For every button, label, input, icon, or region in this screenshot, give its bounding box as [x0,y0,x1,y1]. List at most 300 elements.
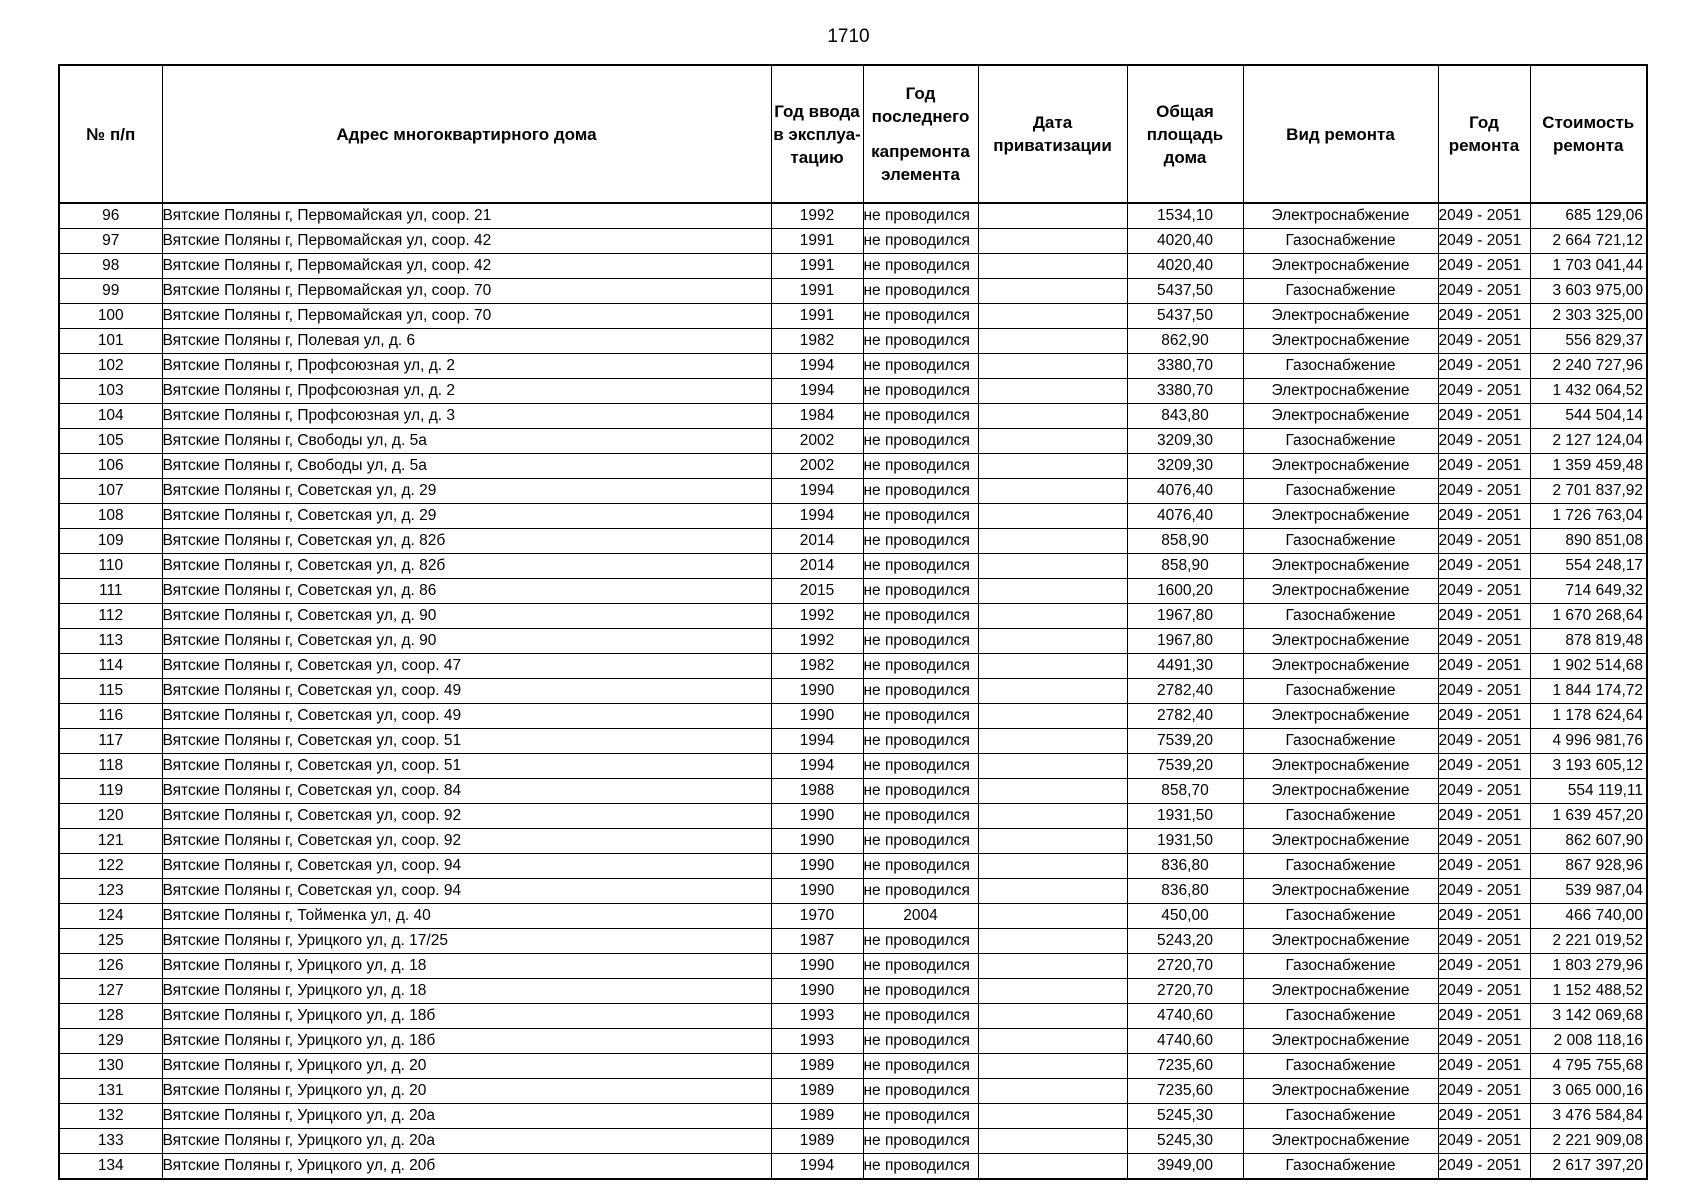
cell-repair-type: Газоснабжение [1243,954,1438,979]
cell-repair-period: 2049 - 2051 [1438,329,1530,354]
cell-repair-type: Газоснабжение [1243,479,1438,504]
table-row [59,504,1647,529]
cell-address: Вятские Поляны г, Советская ул, соор. 94 [162,854,771,879]
cell-repair-type: Электроснабжение [1243,1029,1438,1054]
cell-num: 115 [59,679,162,704]
cell-year-commission: 2014 [771,554,863,579]
cell-area: 7539,20 [1127,729,1243,754]
cell-area: 1931,50 [1127,829,1243,854]
table-row [59,1054,1647,1079]
cell-privatization [978,554,1127,579]
cell-last-repair: не проводился [863,854,978,879]
cell-address: Вятские Поляны г, Советская ул, соор. 51 [162,754,771,779]
cell-num: 122 [59,854,162,879]
cell-num: 128 [59,1004,162,1029]
table-row [59,654,1647,679]
cell-address: Вятские Поляны г, Урицкого ул, д. 18 [162,954,771,979]
cell-num: 116 [59,704,162,729]
cell-address: Вятские Поляны г, Советская ул, д. 90 [162,604,771,629]
cell-year-commission: 1982 [771,654,863,679]
cell-year-commission: 1994 [771,729,863,754]
cell-year-commission: 1989 [771,1054,863,1079]
cell-repair-type: Электроснабжение [1243,754,1438,779]
cell-repair-period: 2049 - 2051 [1438,954,1530,979]
cell-address: Вятские Поляны г, Советская ул, соор. 92 [162,829,771,854]
cell-privatization [978,454,1127,479]
cell-year-commission: 1992 [771,604,863,629]
cell-address: Вятские Поляны г, Урицкого ул, д. 20а [162,1104,771,1129]
cell-area: 2782,40 [1127,679,1243,704]
cell-address: Вятские Поляны г, Профсоюзная ул, д. 2 [162,354,771,379]
table-row [59,979,1647,1004]
table-row [59,379,1647,404]
table-row [59,203,1647,229]
cell-last-repair: не проводился [863,1054,978,1079]
cell-last-repair: не проводился [863,604,978,629]
cell-privatization [978,904,1127,929]
cell-address: Вятские Поляны г, Советская ул, соор. 49 [162,704,771,729]
cell-area: 3380,70 [1127,379,1243,404]
cell-repair-period: 2049 - 2051 [1438,254,1530,279]
cell-privatization [978,329,1127,354]
header-repair-type: Вид ремонта [1243,65,1438,203]
table-row [59,279,1647,304]
cell-repair-type: Газоснабжение [1243,729,1438,754]
cell-repair-period: 2049 - 2051 [1438,529,1530,554]
header-cost: Стоимость ремонта [1530,65,1647,203]
cell-area: 4076,40 [1127,479,1243,504]
table-row [59,229,1647,254]
cell-year-commission: 1990 [771,979,863,1004]
cell-num: 117 [59,729,162,754]
cell-year-commission: 1992 [771,203,863,229]
cell-repair-type: Электроснабжение [1243,329,1438,354]
cell-repair-period: 2049 - 2051 [1438,1029,1530,1054]
cell-year-commission: 1989 [771,1079,863,1104]
cell-address: Вятские Поляны г, Советская ул, д. 29 [162,479,771,504]
cell-num: 103 [59,379,162,404]
cell-privatization [978,804,1127,829]
cell-address: Вятские Поляны г, Первомайская ул, соор. 42 [162,254,771,279]
table-row [59,329,1647,354]
cell-cost: 2 617 397,20 [1530,1154,1647,1180]
cell-repair-period: 2049 - 2051 [1438,404,1530,429]
cell-last-repair: не проводился [863,779,978,804]
table-row [59,1154,1647,1180]
cell-cost: 1 726 763,04 [1530,504,1647,529]
cell-cost: 4 795 755,68 [1530,1054,1647,1079]
cell-num: 113 [59,629,162,654]
cell-last-repair: не проводился [863,279,978,304]
cell-privatization [978,779,1127,804]
cell-cost: 2 221 019,52 [1530,929,1647,954]
cell-repair-type: Газоснабжение [1243,904,1438,929]
cell-area: 4020,40 [1127,254,1243,279]
cell-repair-period: 2049 - 2051 [1438,829,1530,854]
cell-privatization [978,429,1127,454]
cell-repair-period: 2049 - 2051 [1438,1054,1530,1079]
cell-area: 5437,50 [1127,304,1243,329]
repair-table [58,64,1648,1180]
cell-last-repair: не проводился [863,203,978,229]
cell-repair-type: Электроснабжение [1243,654,1438,679]
cell-area: 2782,40 [1127,704,1243,729]
cell-year-commission: 2002 [771,454,863,479]
cell-repair-period: 2049 - 2051 [1438,354,1530,379]
cell-num: 111 [59,579,162,604]
cell-cost: 1 639 457,20 [1530,804,1647,829]
cell-cost: 2 701 837,92 [1530,479,1647,504]
cell-repair-period: 2049 - 2051 [1438,1104,1530,1129]
cell-privatization [978,879,1127,904]
table-row [59,304,1647,329]
cell-num: 121 [59,829,162,854]
cell-repair-period: 2049 - 2051 [1438,554,1530,579]
cell-last-repair: 2004 [863,904,978,929]
cell-privatization [978,729,1127,754]
cell-privatization [978,529,1127,554]
cell-cost: 1 152 488,52 [1530,979,1647,1004]
cell-year-commission: 1988 [771,779,863,804]
cell-last-repair: не проводился [863,829,978,854]
table-row [59,554,1647,579]
cell-num: 102 [59,354,162,379]
cell-repair-period: 2049 - 2051 [1438,929,1530,954]
cell-privatization [978,1054,1127,1079]
cell-num: 132 [59,1104,162,1129]
cell-repair-type: Газоснабжение [1243,854,1438,879]
cell-year-commission: 1984 [771,404,863,429]
table-body [59,203,1647,1179]
cell-num: 108 [59,504,162,529]
table-row [59,904,1647,929]
cell-privatization [978,504,1127,529]
cell-last-repair: не проводился [863,404,978,429]
cell-cost: 3 193 605,12 [1530,754,1647,779]
table-row [59,1079,1647,1104]
table-row [59,479,1647,504]
cell-repair-period: 2049 - 2051 [1438,429,1530,454]
cell-area: 1967,80 [1127,604,1243,629]
cell-address: Вятские Поляны г, Советская ул, соор. 47 [162,654,771,679]
cell-area: 4491,30 [1127,654,1243,679]
cell-last-repair: не проводился [863,1104,978,1129]
cell-repair-period: 2049 - 2051 [1438,229,1530,254]
cell-repair-type: Электроснабжение [1243,304,1438,329]
cell-year-commission: 2015 [771,579,863,604]
cell-privatization [978,579,1127,604]
cell-privatization [978,304,1127,329]
cell-num: 96 [59,203,162,229]
table-row [59,854,1647,879]
cell-num: 118 [59,754,162,779]
header-privatization: Дата приватизации [978,65,1127,203]
cell-cost: 2 240 727,96 [1530,354,1647,379]
cell-num: 124 [59,904,162,929]
cell-area: 5245,30 [1127,1129,1243,1154]
cell-last-repair: не проводился [863,979,978,1004]
cell-year-commission: 1994 [771,754,863,779]
cell-repair-type: Электроснабжение [1243,254,1438,279]
cell-area: 4740,60 [1127,1004,1243,1029]
cell-year-commission: 1990 [771,954,863,979]
cell-area: 7235,60 [1127,1054,1243,1079]
cell-year-commission: 1982 [771,329,863,354]
table-row [59,929,1647,954]
cell-privatization [978,754,1127,779]
cell-cost: 714 649,32 [1530,579,1647,604]
cell-num: 123 [59,879,162,904]
cell-cost: 1 902 514,68 [1530,654,1647,679]
cell-address: Вятские Поляны г, Советская ул, соор. 49 [162,679,771,704]
cell-address: Вятские Поляны г, Урицкого ул, д. 20а [162,1129,771,1154]
cell-privatization [978,854,1127,879]
cell-privatization [978,704,1127,729]
cell-cost: 867 928,96 [1530,854,1647,879]
cell-repair-type: Газоснабжение [1243,529,1438,554]
table-row [59,704,1647,729]
cell-repair-period: 2049 - 2051 [1438,1129,1530,1154]
cell-repair-period: 2049 - 2051 [1438,804,1530,829]
cell-year-commission: 1990 [771,704,863,729]
cell-year-commission: 1992 [771,629,863,654]
cell-repair-period: 2049 - 2051 [1438,504,1530,529]
cell-repair-type: Газоснабжение [1243,1104,1438,1129]
cell-repair-period: 2049 - 2051 [1438,203,1530,229]
cell-num: 127 [59,979,162,1004]
header-num: № п/п [59,65,162,203]
table-row [59,404,1647,429]
cell-repair-period: 2049 - 2051 [1438,679,1530,704]
cell-num: 131 [59,1079,162,1104]
cell-year-commission: 1994 [771,479,863,504]
cell-year-commission: 1991 [771,279,863,304]
cell-year-commission: 1987 [771,929,863,954]
cell-year-commission: 1993 [771,1004,863,1029]
cell-privatization [978,203,1127,229]
cell-num: 101 [59,329,162,354]
cell-privatization [978,404,1127,429]
cell-repair-period: 2049 - 2051 [1438,854,1530,879]
cell-address: Вятские Поляны г, Первомайская ул, соор. 21 [162,203,771,229]
header-last-repair-bottom: капремонта элемента [871,142,970,184]
cell-last-repair: не проводился [863,954,978,979]
cell-area: 450,00 [1127,904,1243,929]
cell-repair-period: 2049 - 2051 [1438,1079,1530,1104]
cell-cost: 556 829,37 [1530,329,1647,354]
cell-repair-period: 2049 - 2051 [1438,979,1530,1004]
cell-year-commission: 1994 [771,379,863,404]
cell-privatization [978,929,1127,954]
cell-repair-type: Электроснабжение [1243,879,1438,904]
cell-year-commission: 1991 [771,304,863,329]
cell-address: Вятские Поляны г, Советская ул, соор. 51 [162,729,771,754]
table-row [59,1004,1647,1029]
cell-address: Вятские Поляны г, Урицкого ул, д. 20 [162,1054,771,1079]
cell-privatization [978,979,1127,1004]
cell-address: Вятские Поляны г, Урицкого ул, д. 18б [162,1029,771,1054]
cell-repair-period: 2049 - 2051 [1438,704,1530,729]
cell-privatization [978,954,1127,979]
cell-address: Вятские Поляны г, Свободы ул, д. 5а [162,454,771,479]
table-row [59,604,1647,629]
table-row [59,354,1647,379]
cell-repair-type: Газоснабжение [1243,1054,1438,1079]
cell-cost: 878 819,48 [1530,629,1647,654]
cell-address: Вятские Поляны г, Тойменка ул, д. 40 [162,904,771,929]
cell-repair-period: 2049 - 2051 [1438,629,1530,654]
cell-last-repair: не проводился [863,754,978,779]
cell-num: 134 [59,1154,162,1180]
cell-cost: 1 844 174,72 [1530,679,1647,704]
table-row [59,254,1647,279]
cell-num: 99 [59,279,162,304]
header-year-commission: Год ввода в эксплуа-тацию [771,65,863,203]
cell-cost: 539 987,04 [1530,879,1647,904]
cell-cost: 3 142 069,68 [1530,1004,1647,1029]
cell-address: Вятские Поляны г, Урицкого ул, д. 18б [162,1004,771,1029]
table-header [59,65,1647,203]
table-row [59,1104,1647,1129]
cell-last-repair: не проводился [863,729,978,754]
cell-repair-period: 2049 - 2051 [1438,904,1530,929]
cell-last-repair: не проводился [863,679,978,704]
cell-cost: 3 065 000,16 [1530,1079,1647,1104]
cell-year-commission: 1989 [771,1104,863,1129]
cell-cost: 466 740,00 [1530,904,1647,929]
cell-repair-type: Электроснабжение [1243,829,1438,854]
cell-num: 114 [59,654,162,679]
cell-address: Вятские Поляны г, Советская ул, д. 90 [162,629,771,654]
cell-repair-period: 2049 - 2051 [1438,729,1530,754]
cell-privatization [978,379,1127,404]
cell-area: 5245,30 [1127,1104,1243,1129]
cell-repair-period: 2049 - 2051 [1438,1004,1530,1029]
cell-repair-type: Электроснабжение [1243,379,1438,404]
cell-privatization [978,1104,1127,1129]
cell-last-repair: не проводился [863,254,978,279]
cell-year-commission: 1990 [771,679,863,704]
cell-privatization [978,229,1127,254]
header-repair-year: Год ремонта [1438,65,1530,203]
page-number: 1710 [827,26,870,47]
cell-repair-type: Электроснабжение [1243,929,1438,954]
cell-num: 126 [59,954,162,979]
cell-year-commission: 1990 [771,854,863,879]
cell-num: 130 [59,1054,162,1079]
cell-num: 105 [59,429,162,454]
cell-last-repair: не проводился [863,529,978,554]
cell-last-repair: не проводился [863,1129,978,1154]
cell-repair-type: Газоснабжение [1243,1154,1438,1180]
cell-repair-type: Газоснабжение [1243,429,1438,454]
cell-area: 3209,30 [1127,454,1243,479]
cell-last-repair: не проводился [863,429,978,454]
cell-area: 1967,80 [1127,629,1243,654]
cell-repair-type: Электроснабжение [1243,554,1438,579]
cell-repair-type: Электроснабжение [1243,779,1438,804]
table-row [59,954,1647,979]
cell-year-commission: 2014 [771,529,863,554]
cell-cost: 1 803 279,96 [1530,954,1647,979]
table-row [59,629,1647,654]
cell-repair-period: 2049 - 2051 [1438,304,1530,329]
cell-repair-period: 2049 - 2051 [1438,604,1530,629]
cell-repair-type: Газоснабжение [1243,279,1438,304]
cell-year-commission: 1991 [771,229,863,254]
cell-cost: 544 504,14 [1530,404,1647,429]
cell-repair-type: Электроснабжение [1243,979,1438,1004]
cell-num: 107 [59,479,162,504]
cell-address: Вятские Поляны г, Советская ул, д. 29 [162,504,771,529]
cell-num: 129 [59,1029,162,1054]
cell-address: Вятские Поляны г, Свободы ул, д. 5а [162,429,771,454]
cell-privatization [978,654,1127,679]
cell-privatization [978,1154,1127,1180]
cell-year-commission: 1991 [771,254,863,279]
table-row [59,579,1647,604]
table-row [59,1129,1647,1154]
table-row [59,754,1647,779]
cell-privatization [978,354,1127,379]
cell-address: Вятские Поляны г, Советская ул, соор. 92 [162,804,771,829]
table-row [59,1029,1647,1054]
cell-num: 109 [59,529,162,554]
cell-area: 1534,10 [1127,203,1243,229]
cell-last-repair: не проводился [863,454,978,479]
cell-repair-type: Электроснабжение [1243,203,1438,229]
cell-last-repair: не проводился [863,1004,978,1029]
cell-area: 858,90 [1127,554,1243,579]
cell-repair-type: Газоснабжение [1243,804,1438,829]
cell-address: Вятские Поляны г, Первомайская ул, соор. 70 [162,279,771,304]
cell-privatization [978,829,1127,854]
cell-repair-period: 2049 - 2051 [1438,879,1530,904]
cell-year-commission: 1990 [771,829,863,854]
cell-cost: 1 359 459,48 [1530,454,1647,479]
cell-last-repair: не проводился [863,329,978,354]
table-row [59,804,1647,829]
cell-repair-period: 2049 - 2051 [1438,379,1530,404]
cell-cost: 2 664 721,12 [1530,229,1647,254]
table-row [59,879,1647,904]
cell-repair-type: Электроснабжение [1243,579,1438,604]
cell-num: 125 [59,929,162,954]
cell-area: 5243,20 [1127,929,1243,954]
cell-address: Вятские Поляны г, Урицкого ул, д. 17/25 [162,929,771,954]
cell-year-commission: 1994 [771,504,863,529]
cell-cost: 554 248,17 [1530,554,1647,579]
cell-last-repair: не проводился [863,879,978,904]
cell-last-repair: не проводился [863,654,978,679]
cell-repair-type: Электроснабжение [1243,1129,1438,1154]
header-area: Общая площадь дома [1127,65,1243,203]
cell-repair-period: 2049 - 2051 [1438,654,1530,679]
cell-repair-type: Газоснабжение [1243,1004,1438,1029]
cell-cost: 554 119,11 [1530,779,1647,804]
table-row [59,829,1647,854]
cell-address: Вятские Поляны г, Профсоюзная ул, д. 2 [162,379,771,404]
cell-year-commission: 2002 [771,429,863,454]
cell-address: Вятские Поляны г, Первомайская ул, соор. 42 [162,229,771,254]
cell-repair-type: Газоснабжение [1243,354,1438,379]
cell-last-repair: не проводился [863,704,978,729]
cell-area: 858,70 [1127,779,1243,804]
cell-num: 119 [59,779,162,804]
cell-cost: 1 670 268,64 [1530,604,1647,629]
cell-address: Вятские Поляны г, Урицкого ул, д. 20б [162,1154,771,1180]
cell-last-repair: не проводился [863,804,978,829]
